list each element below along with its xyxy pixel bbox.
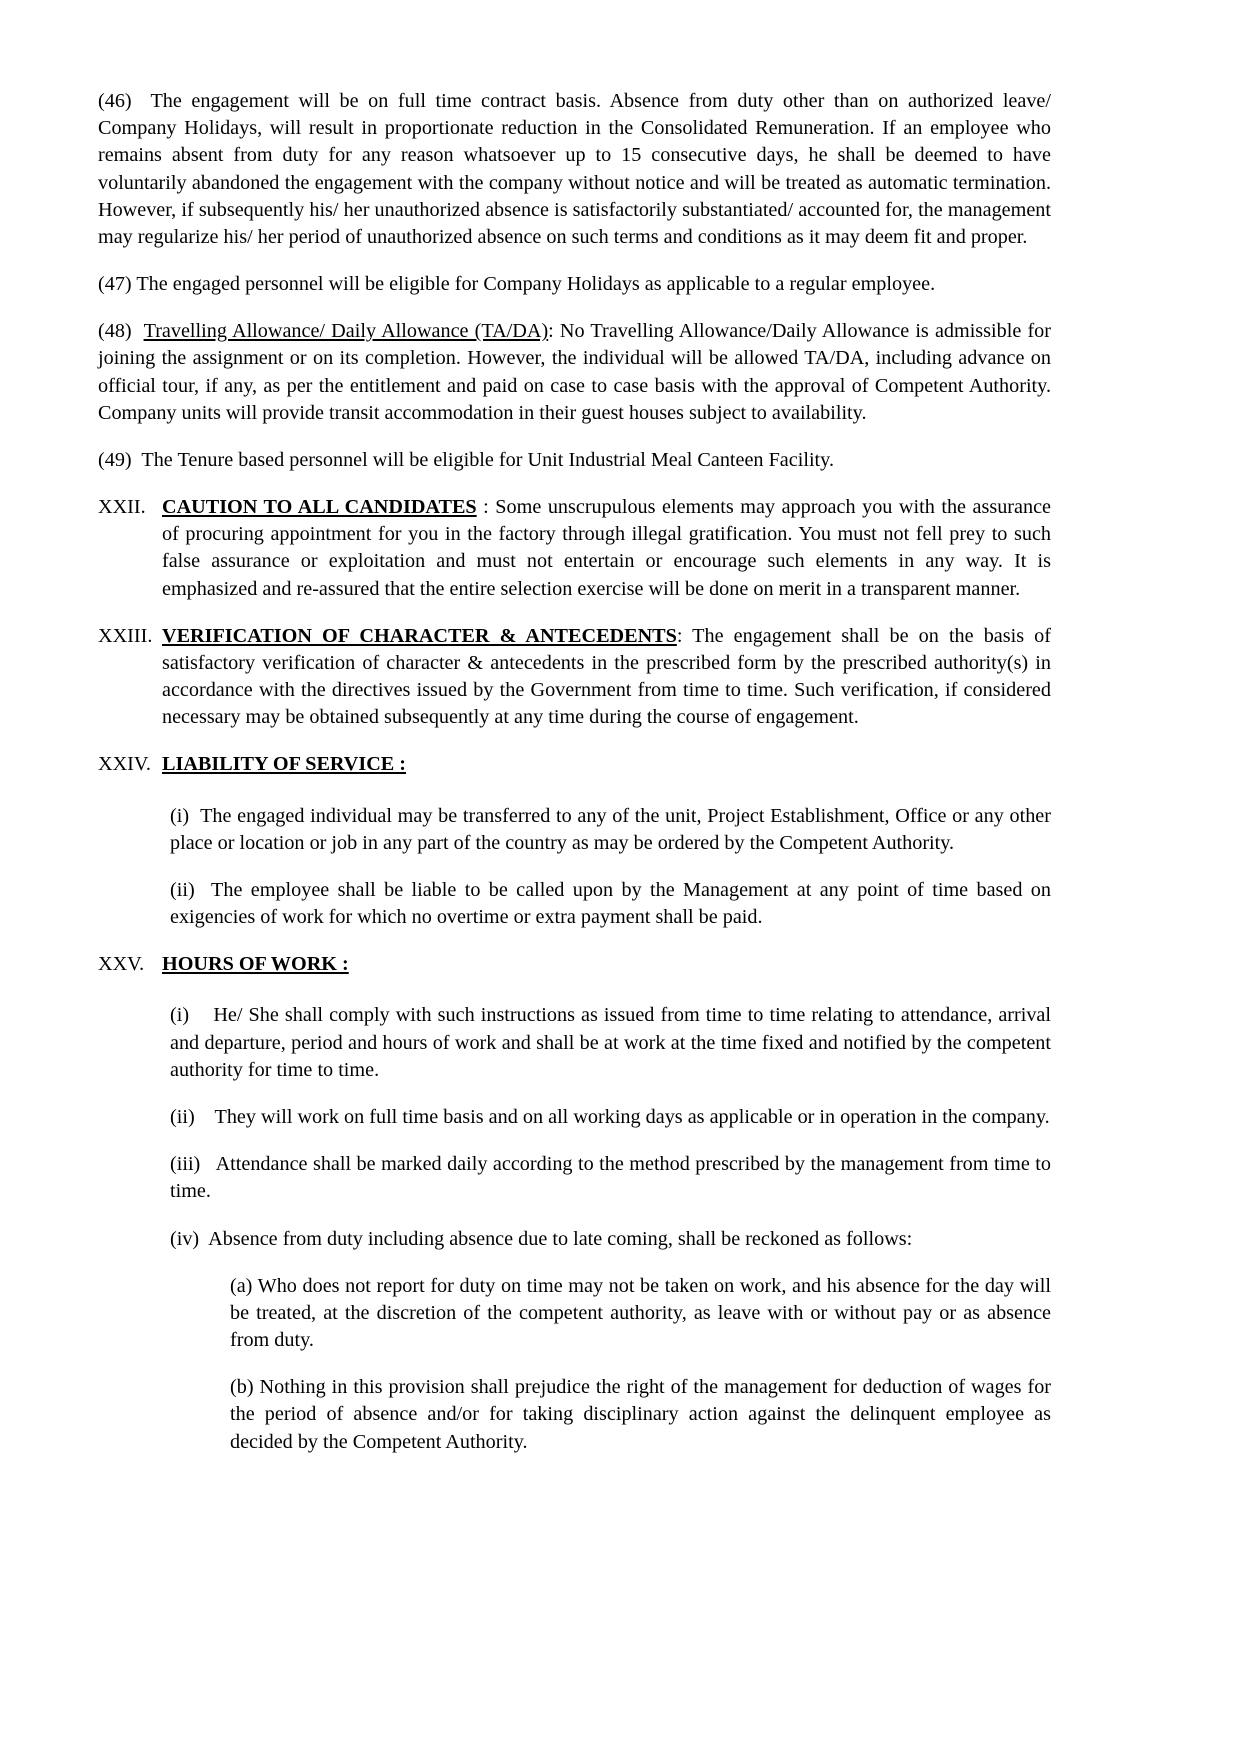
section-xxiv-item-ii-text: The employee shall be liable to be called upon by the Management at any point of time based on exigencies of work for which no overtime or extra payment shall be paid. — [170, 878, 1051, 929]
section-xxv-item-iv — [98, 1226, 1051, 1253]
section-xxiv — [98, 751, 1051, 778]
section-xxv-item-i-marker: (i) — [170, 1004, 190, 1027]
section-xxiii-heading: VERIFICATION OF CHARACTER & ANTECEDENTS — [162, 624, 677, 647]
paragraph-47-number: (47) — [98, 273, 132, 296]
paragraph-48-text: : No Travelling Allowance/Daily Allowance is admissible for joining the assignment or on its completion. However, the individual will be allowed TA/DA, including advance on official tour, if any, as per the entitlement and paid on case to case basis with the approval of Competent Authority. Company units will provide transit accommodation in their guest houses subject to availability. — [98, 320, 1051, 424]
paragraph-49-number: (49) — [98, 448, 132, 471]
section-xxiv-item-ii — [98, 877, 1051, 931]
section-xxv-subitem-a-marker: (a) — [230, 1274, 253, 1297]
paragraph-49 — [98, 447, 1051, 474]
section-xxv-heading: HOURS OF WORK : — [162, 953, 349, 976]
section-xxv-item-i — [98, 1002, 1051, 1084]
section-xxv-item-iii — [98, 1151, 1051, 1205]
section-xxv-item-ii-gap — [195, 1106, 215, 1128]
paragraph-47-text: The engaged personnel will be eligible for Company Holidays as applicable to a regular employee. — [136, 273, 936, 296]
section-xxv-item-ii-text: They will work on full time basis and on all working days as applicable or in operation in the company. — [214, 1105, 1050, 1128]
section-xxv-subitem-a-text: Who does not report for duty on time may not be taken on work, and his absence for the day will be treated, at the discretion of the competent authority, as leave with or without pay or as absence from duty. — [230, 1274, 1051, 1352]
section-xxii-heading: CAUTION TO ALL CANDIDATES — [162, 496, 477, 519]
document-body — [98, 88, 1051, 1456]
paragraph-49-text: The Tenure based personnel will be eligible for Unit Industrial Meal Canteen Facility. — [141, 448, 834, 471]
section-xxv-body — [162, 951, 1051, 978]
section-xxiv-body — [162, 751, 1051, 778]
section-xxv — [98, 951, 1051, 978]
section-xxiv-heading: LIABILITY OF SERVICE : — [162, 753, 407, 776]
paragraph-48-number: (48) — [98, 320, 132, 343]
paragraph-48-heading: Travelling Allowance/ Daily Allowance (TA/DA) — [143, 320, 549, 343]
section-xxiii-text: : The engagement shall be on the basis of satisfactory verification of character & antecedents in the prescribed form by the prescribed authority(s) in accordance with the directives issued by the Government from time to time. Such verification, if considered necessary may be obtained subsequently at any time during the course of engagement. — [162, 624, 1051, 729]
section-xxv-subitem-b-text: Nothing in this provision shall prejudice the right of the management for deduction of wages for the period of absence and/or for taking disciplinary action against the delinquent employee as decided by the Competent Authority. — [230, 1376, 1052, 1453]
section-xxv-item-iii-marker: (iii) — [170, 1153, 201, 1176]
section-xxv-item-iv-marker: (iv) — [170, 1227, 200, 1250]
section-xxv-item-iii-gap — [200, 1153, 215, 1175]
section-xxii — [98, 494, 1051, 603]
section-xxv-subitem-b — [98, 1374, 1051, 1456]
section-xxiv-item-i-marker: (i) — [170, 804, 190, 827]
paragraph-49-gap — [132, 449, 142, 471]
section-xxv-item-iv-gap — [199, 1228, 208, 1250]
section-xxiv-item-ii-marker: (ii) — [170, 878, 195, 901]
paragraph-46-gap — [132, 90, 151, 112]
section-xxiii-numeral: XXIII. — [98, 624, 153, 647]
section-xxiii-body — [162, 623, 1051, 732]
paragraph-47 — [98, 271, 1051, 298]
section-xxii-text: : Some unscrupulous elements may approach you with the assurance of procuring appointment for you in the factory through illegal gratification. You must not fell prey to such false assurance or exploitation and must not entertain or encourage such elements in any way. It is emphasized and re-assured that the entire selection exercise will be done on merit in a transparent manner. — [162, 496, 1051, 600]
section-xxv-numeral: XXV. — [98, 953, 145, 976]
section-xxv-item-ii-marker: (ii) — [170, 1105, 195, 1128]
section-xxv-subitem-b-marker: (b) — [230, 1376, 254, 1399]
paragraph-46 — [98, 88, 1051, 251]
section-xxiv-item-i — [98, 803, 1051, 857]
section-xxiv-item-i-text: The engaged individual may be transferred to any of the unit, Project Establishment, Office or any other place or location or job in any part of the country as may be ordered by the Competent Authority. — [170, 804, 1051, 854]
section-xxv-item-ii — [98, 1104, 1051, 1131]
section-xxiv-item-i-gap — [189, 805, 200, 827]
paragraph-46-number: (46) — [98, 90, 132, 112]
section-xxv-item-i-text: He/ She shall comply with such instructions as issued from time to time relating to attendance, arrival and departure, period and hours of work and shall be at work at the time fixed and notified by the competent authority for time to time. — [170, 1004, 1051, 1081]
paragraph-48-gap — [132, 320, 144, 342]
section-xxiv-item-ii-gap — [195, 879, 211, 901]
paragraph-46-text: The engagement will be on full time contract basis. Absence from duty other than on authorized leave/ Company Holidays, will result in proportionate reduction in the Consolidated Remuneration. If an employee who remains absent from duty for any reason whatsoever up to 15 consecutive days, he shall be deemed to have voluntarily abandoned the engagement with the company without notice and will be treated as automatic termination. However, if subsequently his/ her unauthorized absence is satisfactorily substantiated/ accounted for, the management may regularize his/ her period of unauthorized absence on such terms and conditions as it may deem fit and proper. — [98, 90, 1052, 248]
section-xxiii — [98, 623, 1051, 732]
section-xxv-item-iv-text: Absence from duty including absence due to late coming, shall be reckoned as follows: — [208, 1227, 913, 1250]
paragraph-48 — [98, 318, 1051, 427]
section-xxii-body — [162, 494, 1051, 603]
section-xxv-subitem-a — [98, 1273, 1051, 1355]
section-xxii-numeral: XXII. — [98, 496, 146, 519]
section-xxiv-numeral: XXIV. — [98, 753, 151, 776]
section-xxv-item-iii-text: Attendance shall be marked daily according to the method prescribed by the management from time to time. — [170, 1153, 1051, 1203]
section-xxv-item-i-gap — [189, 1004, 213, 1026]
